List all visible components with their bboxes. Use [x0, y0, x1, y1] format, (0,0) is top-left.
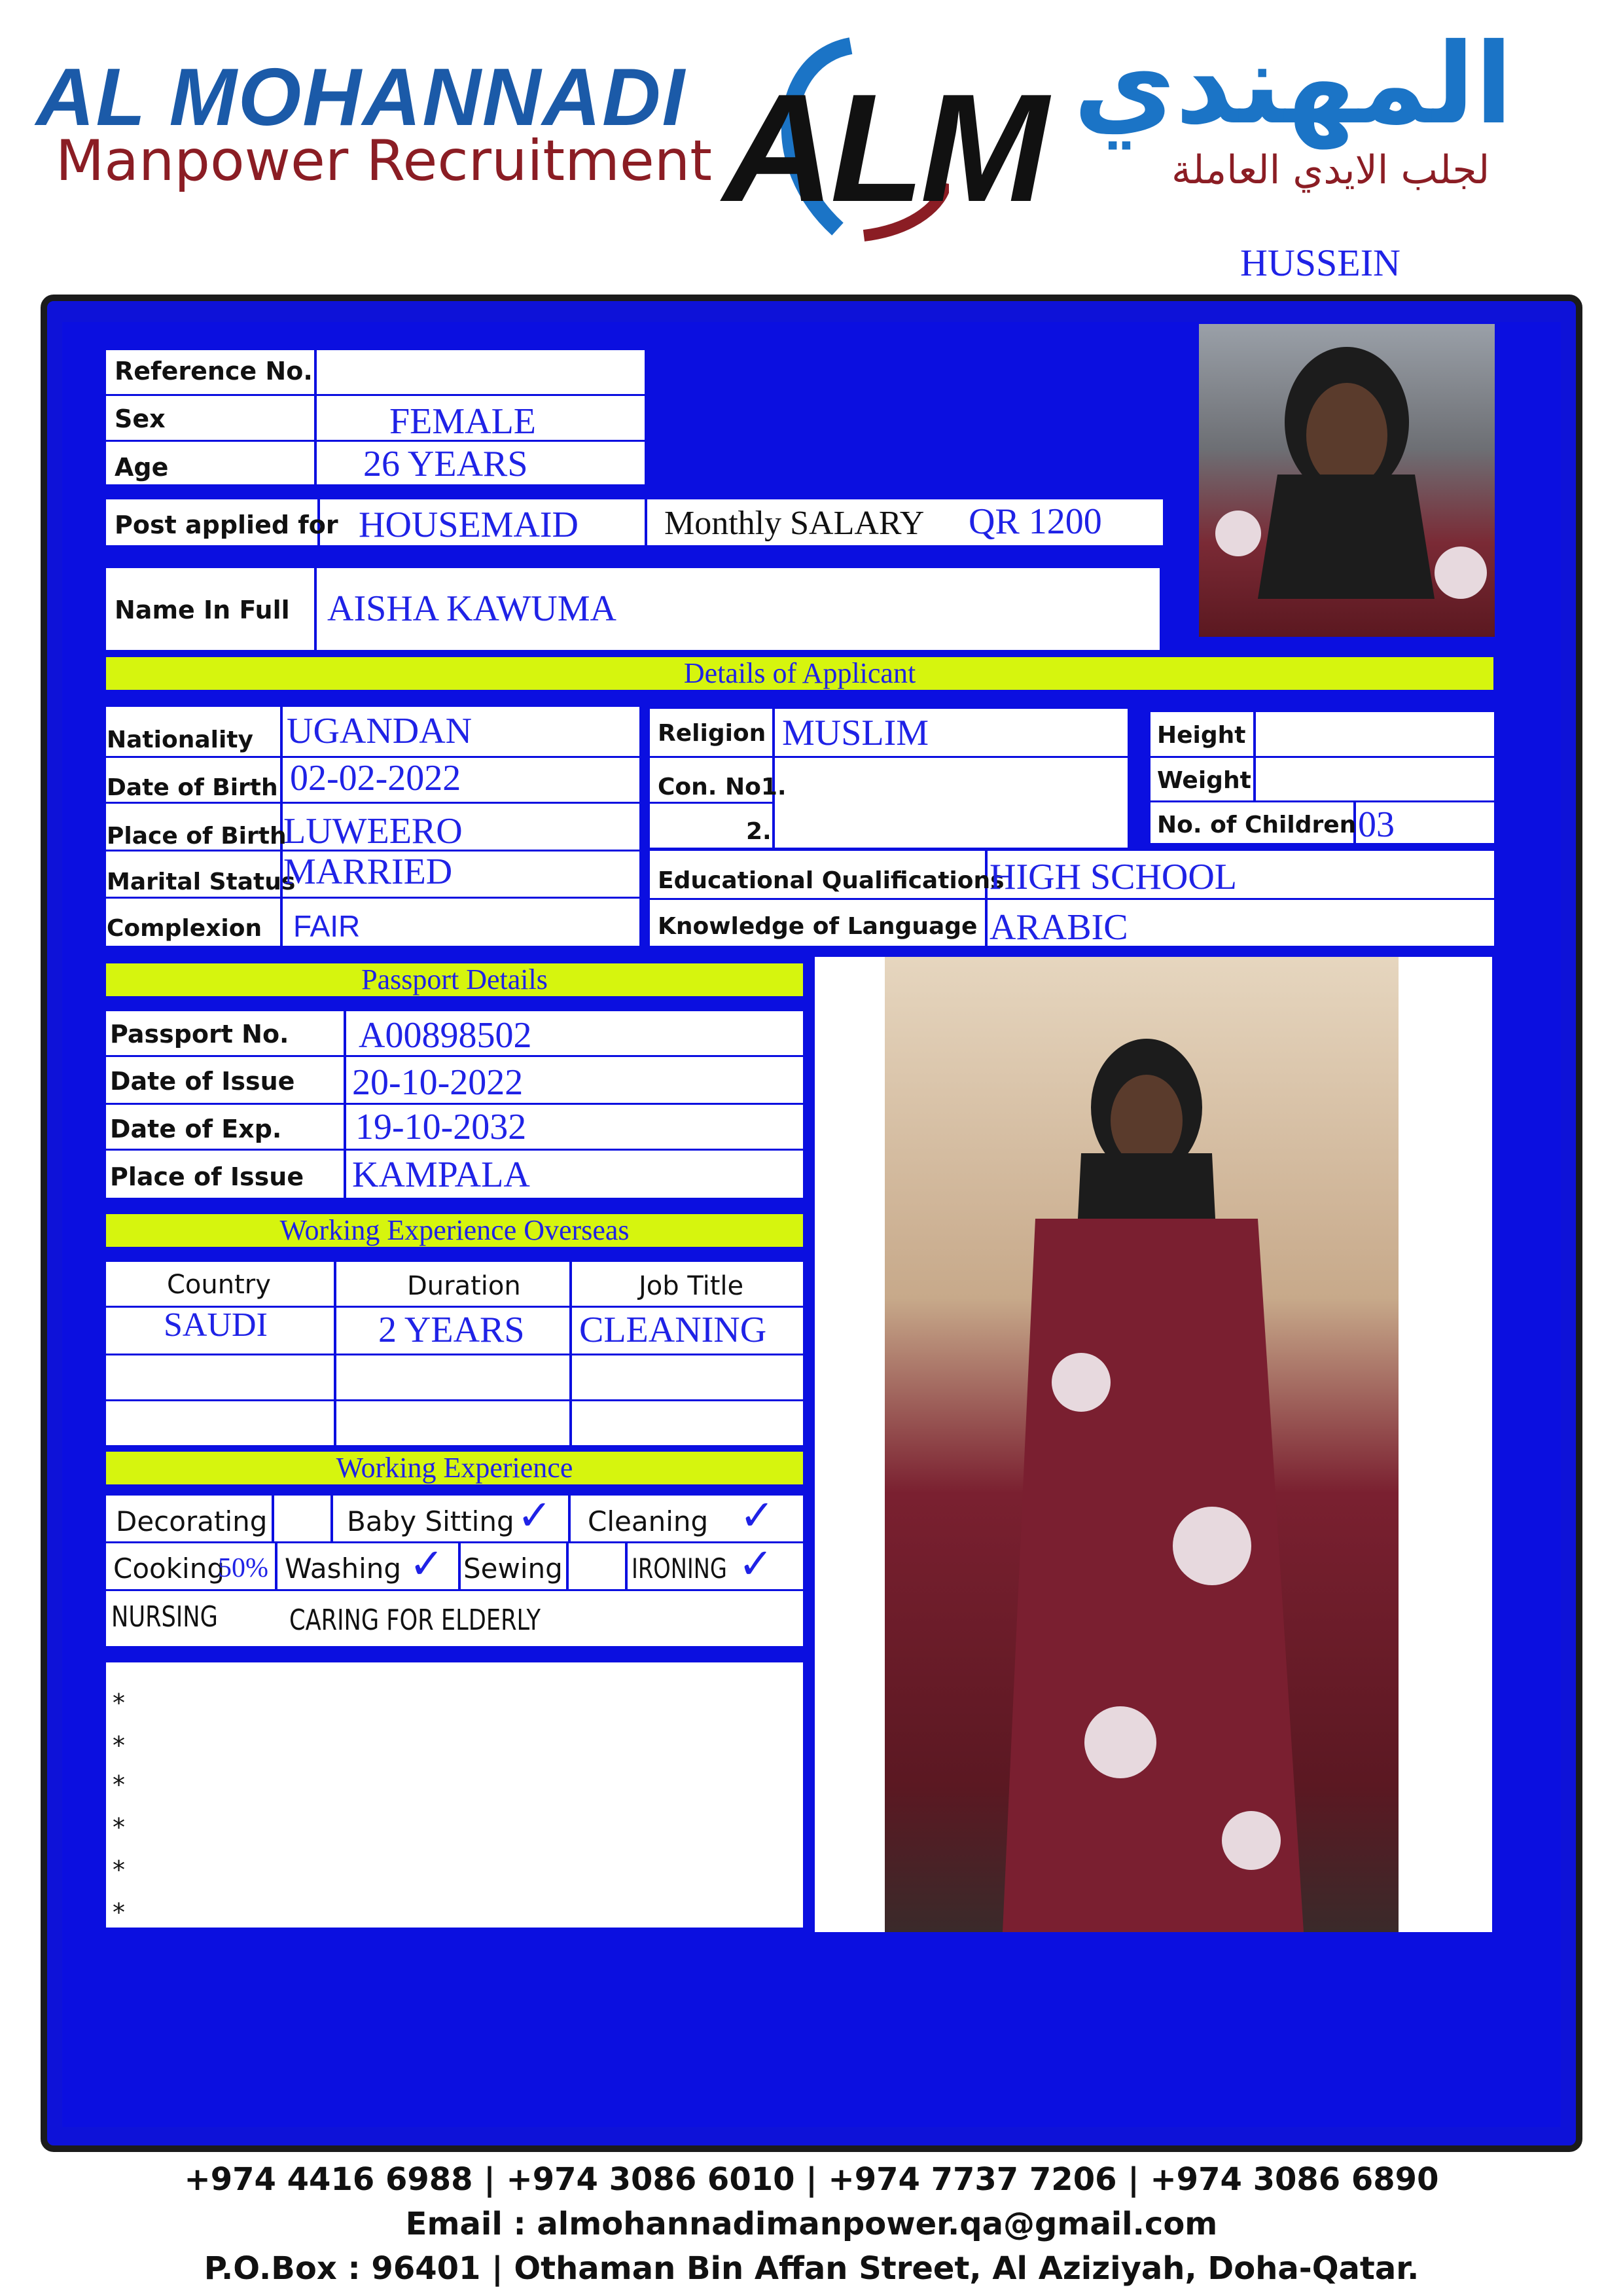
sex-value: FEMALE	[389, 401, 536, 442]
overseas-col-country: Country	[167, 1270, 271, 1300]
con2-label: 2.	[746, 818, 772, 845]
note-bullet: *	[113, 1770, 125, 1799]
weight-label: Weight	[1157, 767, 1251, 794]
height-label: Height	[1157, 722, 1246, 749]
con1-label: Con. No1.	[658, 774, 787, 800]
age-label: Age	[115, 453, 169, 482]
skill-caring-elderly: CARING FOR ELDERLY	[289, 1604, 541, 1637]
overseas-row-country: SAUDI	[164, 1306, 268, 1344]
passport-header: Passport Details	[106, 963, 803, 996]
details-header: Details of Applicant	[106, 657, 1493, 690]
washing-check-icon: ✓	[409, 1540, 444, 1587]
note-bullet: *	[113, 1731, 125, 1760]
complexion-label: Complexion	[107, 915, 262, 942]
note-bullet: *	[113, 1813, 125, 1842]
passport-issue-label: Date of Issue	[110, 1067, 295, 1096]
overseas-col-job: Job Title	[639, 1271, 744, 1301]
overseas-row-duration: 2 YEARS	[378, 1310, 525, 1350]
skill-baby-sitting: Baby Sitting	[347, 1505, 514, 1537]
agent-name: HUSSEIN	[1240, 242, 1400, 284]
passport-place-value: KAMPALA	[352, 1155, 530, 1195]
applicant-full-body-photo	[885, 957, 1399, 1932]
applicant-portrait-photo	[1199, 324, 1495, 637]
notes-box	[106, 1662, 803, 1928]
brand-tagline-english: Manpower Recruitment	[56, 128, 713, 194]
complexion-value: FAIR	[293, 909, 361, 943]
children-value: 03	[1358, 804, 1395, 845]
dob-value: 02-02-2022	[290, 758, 461, 798]
skill-cooking: Cooking	[113, 1552, 224, 1585]
footer-phones: +974 4416 6988 | +974 3086 6010 | +974 7737 7206 | +974 3086 6890	[184, 2161, 1439, 2198]
skill-decorating: Decorating	[116, 1505, 268, 1537]
pob-value: LUWEERO	[283, 811, 463, 852]
note-bullet: *	[113, 1898, 125, 1927]
nationality-label: Nationality	[107, 726, 253, 753]
ironing-check-icon: ✓	[738, 1540, 774, 1587]
overseas-header: Working Experience Overseas	[106, 1214, 803, 1247]
skill-sewing: Sewing	[463, 1552, 563, 1585]
marital-value: MARRIED	[283, 852, 453, 892]
marital-label: Marital Status	[107, 869, 296, 895]
nationality-value: UGANDAN	[287, 711, 473, 751]
skill-ironing: IRONING	[632, 1552, 727, 1585]
skill-washing: Washing	[285, 1552, 402, 1585]
brand-logo: ALM	[723, 62, 1045, 234]
education-label: Educational Qualifications	[658, 867, 1005, 894]
name-value: AISHA KAWUMA	[327, 588, 616, 629]
skill-nursing: NURSING	[111, 1600, 218, 1634]
post-label: Post applied for	[115, 511, 338, 539]
note-bullet: *	[113, 1689, 125, 1717]
footer-email: Email : almohannadimanpower.qa@gmail.com	[405, 2206, 1218, 2242]
brand-name-english: AL MOHANNADI	[36, 52, 686, 143]
baby-sitting-check-icon: ✓	[517, 1492, 552, 1539]
passport-exp-value: 19-10-2032	[355, 1107, 527, 1147]
dob-label: Date of Birth	[107, 774, 278, 801]
post-value: HOUSEMAID	[359, 505, 579, 545]
passport-number-value: A00898502	[359, 1015, 532, 1056]
age-value: 26 YEARS	[363, 444, 528, 484]
religion-label: Religion	[658, 720, 766, 747]
passport-place-label: Place of Issue	[110, 1162, 304, 1191]
name-label: Name In Full	[115, 596, 290, 624]
skill-cleaning: Cleaning	[588, 1505, 709, 1537]
sex-label: Sex	[115, 404, 166, 433]
cooking-value: 50%	[218, 1553, 268, 1583]
overseas-row-job: CLEANING	[579, 1310, 767, 1350]
language-value: ARABIC	[990, 907, 1128, 948]
education-value: HIGH SCHOOL	[990, 857, 1237, 897]
salary-value: QR 1200	[969, 501, 1102, 542]
passport-exp-label: Date of Exp.	[110, 1115, 282, 1143]
reference-label: Reference No.	[115, 357, 313, 386]
footer-address: P.O.Box : 96401 | Othaman Bin Affan Street, Al Aziziyah, Doha-Qatar.	[204, 2250, 1419, 2287]
note-bullet: *	[113, 1856, 125, 1884]
brand-name-arabic: المهندي	[1073, 20, 1513, 149]
cleaning-check-icon: ✓	[740, 1492, 775, 1539]
religion-value: MUSLIM	[782, 713, 929, 753]
salary-label: Monthly SALARY	[664, 505, 925, 542]
language-label: Knowledge of Language	[658, 913, 978, 940]
brand-tagline-arabic: لجلب الايدي العاملة	[1171, 147, 1490, 193]
overseas-col-duration: Duration	[407, 1271, 521, 1301]
passport-number-label: Passport No.	[110, 1020, 289, 1049]
children-label: No. of Children	[1157, 812, 1357, 838]
experience-header: Working Experience	[106, 1452, 803, 1484]
pob-label: Place of Birth	[107, 823, 287, 850]
passport-issue-value: 20-10-2022	[352, 1062, 524, 1103]
